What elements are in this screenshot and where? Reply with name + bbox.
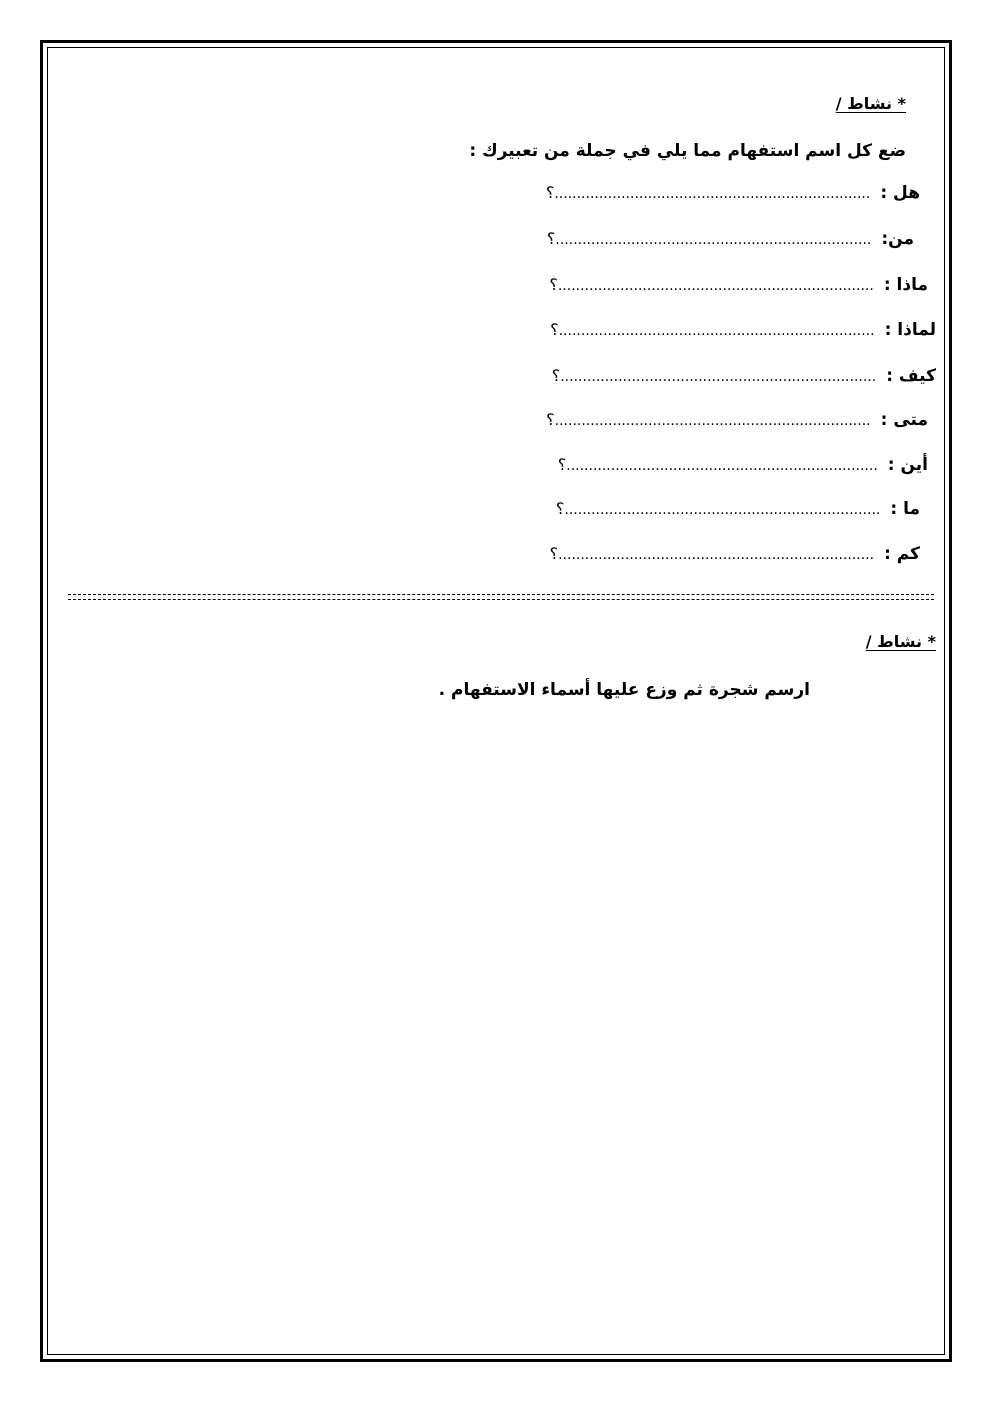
question-word: متى : xyxy=(880,410,928,430)
question-mark: ؟ xyxy=(551,366,561,385)
question-row-hal xyxy=(546,185,920,202)
question-mark: ؟ xyxy=(550,320,559,339)
answer-blank[interactable]: ....................................................................... xyxy=(554,186,871,202)
question-row-mata xyxy=(546,412,928,429)
question-row-limatha xyxy=(550,322,936,339)
section-separator xyxy=(68,590,934,604)
question-row-ma xyxy=(556,501,920,518)
activity-1-heading: * نشاط / xyxy=(835,94,906,113)
answer-blank[interactable]: ....................................................................... xyxy=(558,547,875,563)
question-word: كم : xyxy=(884,544,920,564)
question-word: ماذا : xyxy=(883,275,928,295)
answer-blank[interactable]: ....................................................................... xyxy=(560,369,877,385)
question-mark: ؟ xyxy=(555,499,565,518)
activity-1-instruction: ضع كل اسم استفهام مما يلي في جملة من تعبيرك : xyxy=(469,141,906,161)
question-row-kayfa xyxy=(552,368,936,385)
question-row-matha xyxy=(549,277,928,294)
question-row-man xyxy=(547,231,914,248)
question-row-ayna xyxy=(558,457,928,474)
answer-blank[interactable]: ....................................................................... xyxy=(564,502,881,518)
answer-blank[interactable]: ....................................................................... xyxy=(554,413,871,429)
question-word: لماذا : xyxy=(884,320,936,340)
question-word: من: xyxy=(881,229,914,249)
activity-2-heading: * نشاط / xyxy=(865,632,936,651)
separator-text xyxy=(68,590,122,591)
question-word: أين : xyxy=(887,455,928,475)
question-mark: ؟ xyxy=(546,229,556,248)
separator-line-bottom xyxy=(68,599,934,600)
question-word: كيف : xyxy=(886,366,936,386)
separator-line-top xyxy=(68,594,934,595)
answer-blank[interactable]: ...................................................................... xyxy=(566,458,878,474)
question-mark: ؟ xyxy=(549,275,558,294)
answer-blank[interactable]: ....................................................................... xyxy=(555,232,872,248)
question-mark: ؟ xyxy=(557,455,567,474)
question-word: هل : xyxy=(880,183,920,203)
question-mark: ؟ xyxy=(549,544,559,563)
answer-blank[interactable]: ....................................................................... xyxy=(557,278,874,294)
question-mark: ؟ xyxy=(545,183,555,202)
question-word: ما : xyxy=(890,499,920,519)
activity-2-instruction: ارسم شجرة ثم وزع عليها أسماء الاستفهام . xyxy=(438,680,810,700)
question-row-kam xyxy=(550,546,920,563)
question-mark: ؟ xyxy=(546,410,555,429)
answer-blank[interactable]: ....................................................................... xyxy=(558,323,875,339)
